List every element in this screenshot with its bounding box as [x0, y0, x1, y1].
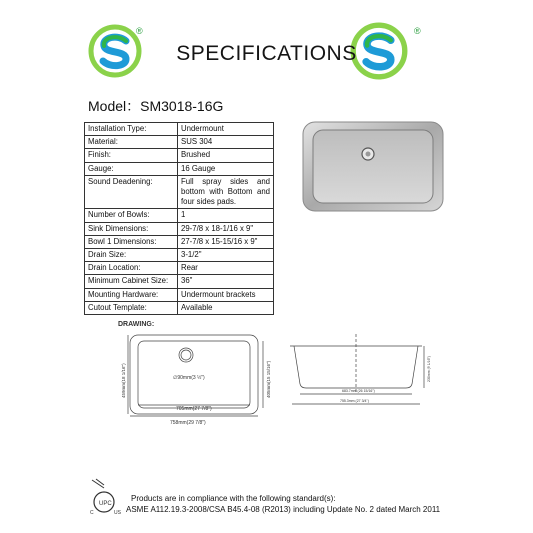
- spec-row: [85, 288, 274, 301]
- spec-key: Sound Deadening:: [85, 175, 178, 209]
- svg-text:C: C: [90, 510, 94, 516]
- spec-row: [85, 136, 274, 149]
- spec-row: [85, 275, 274, 288]
- spec-value: Available: [178, 301, 274, 314]
- spec-value: 36": [178, 275, 274, 288]
- spec-row: [85, 175, 274, 209]
- spec-value: 27-7/8 x 15-15/16 x 9": [178, 235, 274, 248]
- spec-key: Number of Bowls:: [85, 209, 178, 222]
- spec-row: [85, 162, 274, 175]
- side-view: [290, 334, 424, 404]
- spec-row: [85, 149, 274, 162]
- technical-drawing: [120, 318, 440, 430]
- width-outer-label: 758mm(29 7/8"): [170, 420, 206, 426]
- side-outer-label: 755.3mm (27 3/4"): [340, 399, 369, 403]
- spec-key: Material:: [85, 136, 178, 149]
- spec-value: 1: [178, 209, 274, 222]
- spec-key: Installation Type:: [85, 123, 178, 136]
- spec-key: Bowl 1 Dimensions:: [85, 235, 178, 248]
- spec-key: Gauge:: [85, 162, 178, 175]
- drain-size-label: ∅90mm(3 ½"): [173, 375, 205, 381]
- spec-key: Mounting Hardware:: [85, 288, 178, 301]
- spec-value: Full spray sides and bottom with Bottom and four sides pads.: [178, 175, 274, 209]
- spec-value: SUS 304: [178, 136, 274, 149]
- standard-reference: ASME A112.19.3-2008/CSA B45.4-08 (R2013) including Update No. 2 dated March 2011: [126, 505, 441, 514]
- spec-key: Drain Location:: [85, 262, 178, 275]
- spec-value: Rear: [178, 262, 274, 275]
- height-outer-label: 459mm(18 1/16"): [121, 363, 126, 398]
- spec-row: [85, 249, 274, 262]
- svg-text:US: US: [114, 510, 121, 516]
- spec-table: [84, 122, 274, 315]
- spec-row: [85, 209, 274, 222]
- spec-row: [85, 301, 274, 314]
- spec-row: [85, 123, 274, 136]
- width-inner-label: 705mm(27 7/8"): [176, 406, 212, 412]
- spec-value: Brushed: [178, 149, 274, 162]
- spec-value: Undermount: [178, 123, 274, 136]
- side-depth-label: 230mm (9 1/16"): [427, 356, 431, 382]
- height-inner-label: 405mm(15 15/16"): [266, 360, 271, 398]
- spec-row: [85, 235, 274, 248]
- spec-value: 29-7/8 x 18-1/16 x 9": [178, 222, 274, 235]
- side-inner-label: 683.7mm (26 15/16"): [342, 389, 375, 393]
- spec-key: Finish:: [85, 149, 178, 162]
- spec-row: [85, 222, 274, 235]
- spec-key: Minimum Cabinet Size:: [85, 275, 178, 288]
- registered-mark: ®: [414, 26, 421, 36]
- svg-text:UPC: UPC: [99, 501, 112, 507]
- spec-value: Undermount brackets: [178, 288, 274, 301]
- registered-mark: ®: [136, 26, 143, 36]
- spec-value: 16 Gauge: [178, 162, 274, 175]
- spec-row: [85, 262, 274, 275]
- sink-photo-icon: [302, 121, 444, 212]
- spec-key: Cutout Template:: [85, 301, 178, 314]
- model-number: Model：SM3018-16G: [88, 98, 224, 114]
- compliance-statement: Products are in compliance with the following standard(s):: [131, 494, 336, 503]
- spec-key: Sink Dimensions:: [85, 222, 178, 235]
- spec-key: Drain Size:: [85, 249, 178, 262]
- page-title: SPECIFICATIONS: [176, 42, 357, 65]
- cupc-certification-icon: [88, 478, 120, 516]
- spec-value: 3-1/2": [178, 249, 274, 262]
- drawing-label: DRAWING:: [118, 321, 155, 328]
